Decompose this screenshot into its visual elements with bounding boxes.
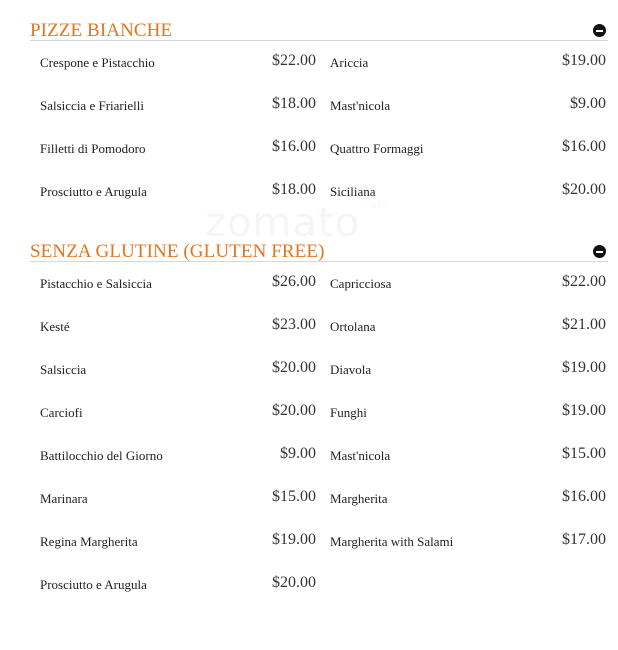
section-header[interactable]: [30, 221, 608, 262]
menu-item: [40, 41, 316, 84]
menu-item: [330, 348, 606, 391]
item-name: Funghi: [330, 405, 367, 420]
item-name: Margherita with Salami: [330, 534, 454, 549]
item-price: $16.00: [562, 488, 606, 505]
item-name: Ariccia: [330, 55, 369, 70]
menu-item: [40, 305, 316, 348]
menu-item: [330, 41, 606, 84]
item-name: Mast'nicola: [330, 98, 391, 113]
item-price: $15.00: [272, 488, 316, 505]
item-price: $9.00: [570, 95, 606, 112]
item-price: $26.00: [272, 273, 316, 290]
menu-item: [40, 391, 316, 434]
menu-item: [40, 434, 316, 477]
menu-item: [40, 262, 316, 305]
menu-item: [40, 520, 316, 563]
item-price: $20.00: [272, 359, 316, 376]
item-price: $9.00: [280, 445, 316, 462]
minus-circle-icon[interactable]: [593, 24, 606, 37]
item-price: $20.00: [562, 181, 606, 198]
item-name: Pistacchio e Salsiccia: [40, 276, 152, 291]
section-title: SENZA GLUTINE (GLUTEN FREE): [30, 241, 325, 262]
item-name: Filletti di Pomodoro: [40, 141, 146, 156]
item-price: $20.00: [272, 574, 316, 591]
item-price: $20.00: [272, 402, 316, 419]
section-title: PIZZE BIANCHE: [30, 20, 173, 41]
section-pizze-bianche: [30, 0, 608, 213]
item-name: Siciliana: [330, 184, 376, 199]
item-name: Kesté: [40, 319, 70, 334]
item-name: Quattro Formaggi: [330, 141, 424, 156]
menu-item: [40, 84, 316, 127]
menu-item: [330, 262, 606, 305]
item-price: $23.00: [272, 316, 316, 333]
menu-item: [40, 563, 316, 606]
item-price: $22.00: [562, 273, 606, 290]
item-price: $18.00: [272, 181, 316, 198]
item-name: Salsiccia: [40, 362, 87, 377]
menu-item: [330, 520, 606, 563]
item-name: Battilocchio del Giorno: [40, 448, 163, 463]
menu-item: [330, 170, 606, 213]
item-name: Ortolana: [330, 319, 376, 334]
item-name: Prosciutto e Arugula: [40, 577, 147, 592]
item-name: Carciofi: [40, 405, 83, 420]
menu-item: [40, 348, 316, 391]
item-price: $22.00: [272, 52, 316, 69]
section-senza-glutine: [30, 221, 608, 606]
item-name: Margherita: [330, 491, 388, 506]
menu-item: [40, 127, 316, 170]
item-price: $16.00: [272, 138, 316, 155]
item-name: Marinara: [40, 491, 88, 506]
item-name: Prosciutto e Arugula: [40, 184, 147, 199]
menu-items-grid: [30, 41, 608, 213]
item-price: $16.00: [562, 138, 606, 155]
menu-item: [330, 434, 606, 477]
item-price: $15.00: [562, 445, 606, 462]
item-name: Crespone e Pistacchio: [40, 55, 155, 70]
menu-item: [330, 305, 606, 348]
menu-items-grid: [30, 262, 608, 606]
item-name: Salsiccia e Friarielli: [40, 98, 144, 113]
section-header[interactable]: [30, 0, 608, 41]
menu-item: [330, 477, 606, 520]
item-name: Mast'nicola: [330, 448, 391, 463]
menu-item: [40, 170, 316, 213]
item-price: $19.00: [562, 52, 606, 69]
item-price: $18.00: [272, 95, 316, 112]
menu-item: [330, 391, 606, 434]
menu-item: [330, 84, 606, 127]
minus-circle-icon[interactable]: [593, 245, 606, 258]
item-price: $17.00: [562, 531, 606, 548]
item-name: Diavola: [330, 362, 372, 377]
item-price: $21.00: [562, 316, 606, 333]
menu-item: [40, 477, 316, 520]
item-name: Capricciosa: [330, 276, 392, 291]
item-name: Regina Margherita: [40, 534, 138, 549]
menu-item: [330, 127, 606, 170]
item-price: $19.00: [272, 531, 316, 548]
item-price: $19.00: [562, 402, 606, 419]
item-price: $19.00: [562, 359, 606, 376]
